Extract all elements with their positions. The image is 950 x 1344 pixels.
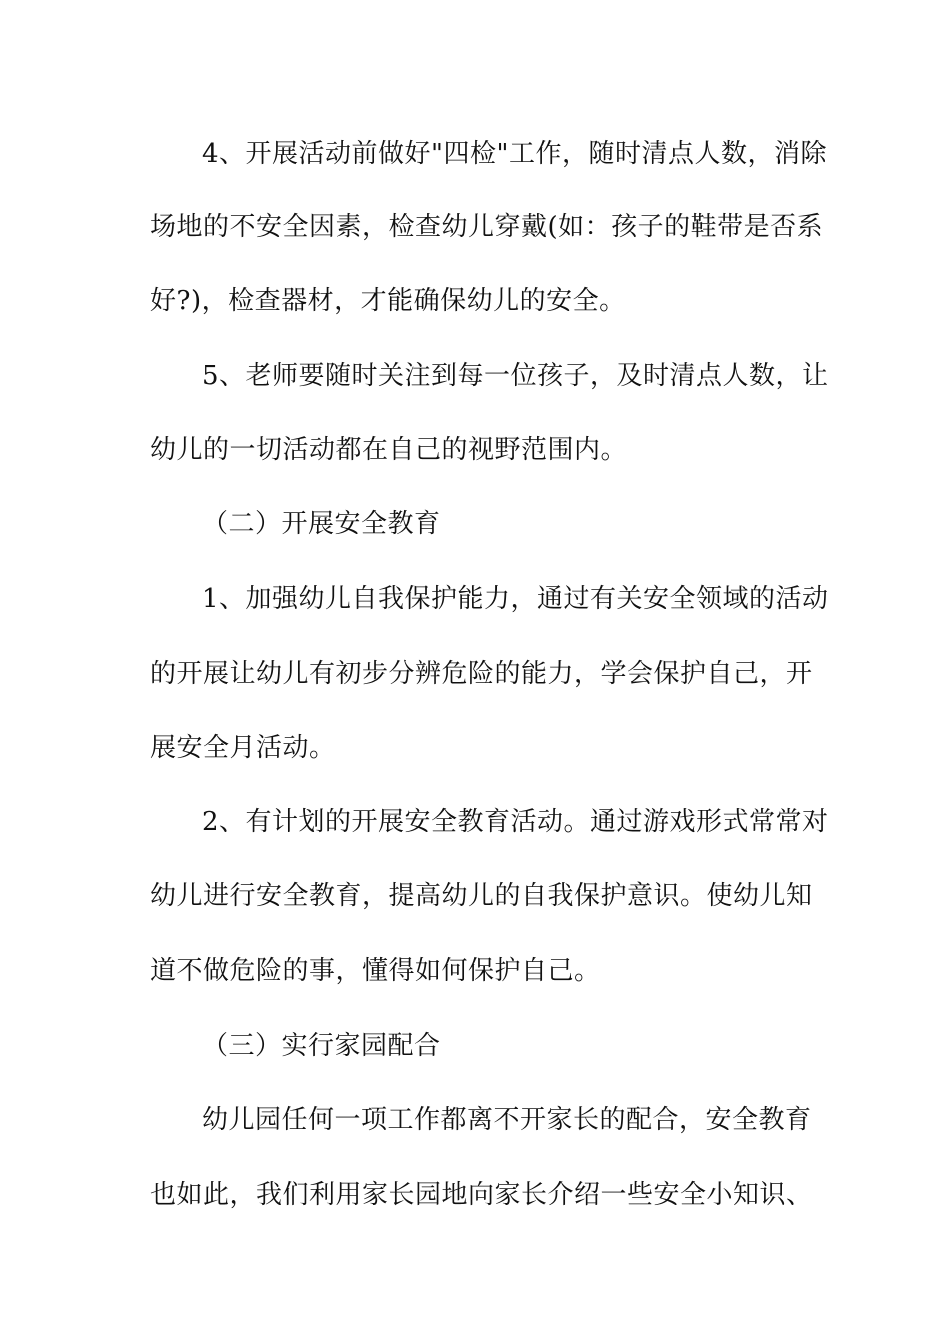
paragraph-3-line-1: 幼儿园任何一项工作都离不开家长的配合，安全教育 <box>202 1105 812 1135</box>
paragraph-1-line-1: 1、加强幼儿自我保护能力，通过有关安全领域的活动 <box>202 584 829 614</box>
paragraph-2-line-3: 道不做危险的事，懂得如何保护自己。 <box>150 956 601 986</box>
paragraph-3-line-2: 也如此，我们利用家长园地向家长介绍一些安全小知识、 <box>150 1180 813 1210</box>
section-heading-3: （三）实行家园配合 <box>202 1031 441 1061</box>
paragraph-1-line-3: 展安全月活动。 <box>150 733 336 763</box>
paragraph-4-line-1: 4、开展活动前做好"四检"工作，随时清点人数，消除 <box>202 139 827 169</box>
paragraph-5-line-1: 5、老师要随时关注到每一位孩子，及时清点人数，让 <box>202 361 829 391</box>
paragraph-1-line-2: 的开展让幼儿有初步分辨危险的能力，学会保护自己，开 <box>150 659 813 689</box>
paragraph-4-line-3: 好?)，检查器材，才能确保幼儿的安全。 <box>150 286 626 316</box>
paragraph-2-line-2: 幼儿进行安全教育，提高幼儿的自我保护意识。使幼儿知 <box>150 881 813 911</box>
paragraph-5-line-2: 幼儿的一切活动都在自己的视野范围内。 <box>150 435 628 465</box>
section-heading-2: （二）开展安全教育 <box>202 509 441 539</box>
paragraph-4-line-2: 场地的不安全因素，检查幼儿穿戴(如：孩子的鞋带是否系 <box>150 212 824 242</box>
paragraph-2-line-1: 2、有计划的开展安全教育活动。通过游戏形式常常对 <box>202 807 829 837</box>
